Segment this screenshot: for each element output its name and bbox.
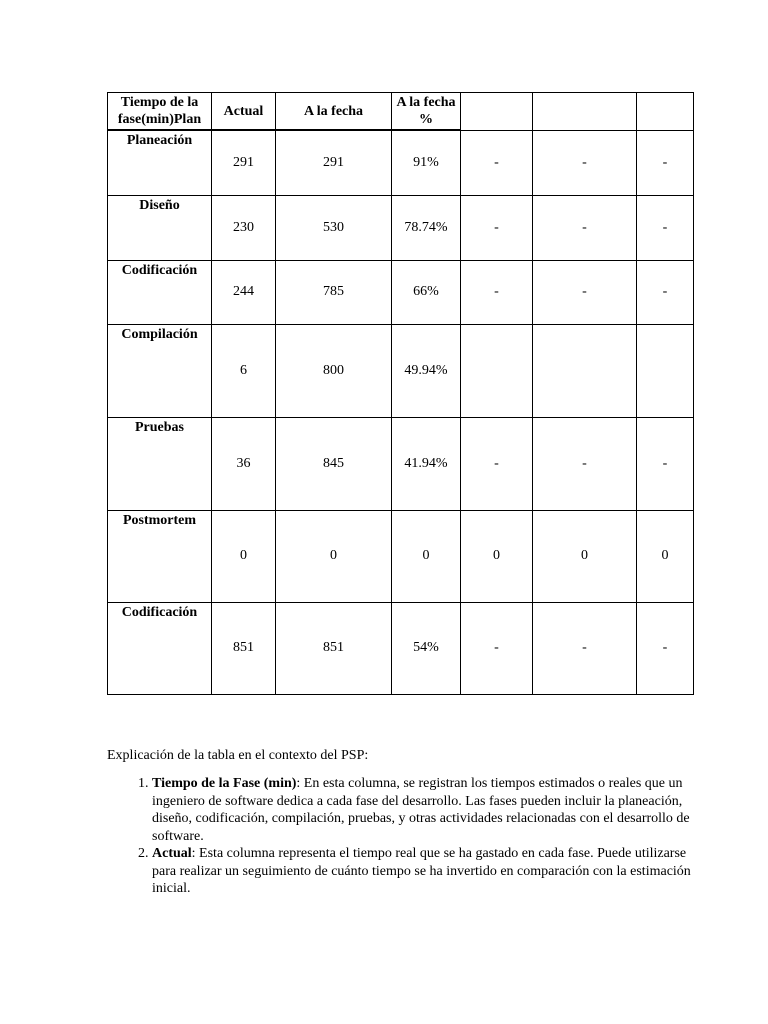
header-actual: Actual [212, 93, 276, 131]
to-date-cell: 530 [276, 195, 392, 260]
table-row [108, 417, 694, 510]
table-row [108, 260, 694, 324]
extra-cell: - [533, 417, 637, 510]
table-row [108, 195, 694, 260]
phase-cell: Codificación [108, 602, 212, 694]
actual-cell: 244 [212, 260, 276, 324]
list-item-term: Actual [152, 846, 192, 861]
phase-cell: Codificación [108, 260, 212, 324]
phase-cell: Pruebas [108, 417, 212, 510]
list-item [152, 775, 712, 845]
table-row [108, 130, 694, 195]
phase-cell: Diseño [108, 195, 212, 260]
to-date-percent-cell: 41.94% [392, 417, 461, 510]
extra-cell: 0 [533, 510, 637, 602]
extra-cell: 0 [461, 510, 533, 602]
extra-cell: - [637, 417, 694, 510]
header-empty-5 [461, 93, 533, 131]
extra-cell: - [637, 260, 694, 324]
list-item [152, 845, 712, 898]
table-row [108, 324, 694, 417]
to-date-percent-cell: 54% [392, 602, 461, 694]
extra-cell [637, 324, 694, 417]
header-to-date-percent: A la fecha % [392, 93, 461, 131]
header-empty-7 [637, 93, 694, 131]
extra-cell: - [461, 130, 533, 195]
header-empty-6 [533, 93, 637, 131]
to-date-percent-cell: 49.94% [392, 324, 461, 417]
extra-cell: - [637, 130, 694, 195]
list-item-term: Tiempo de la Fase (min) [152, 776, 297, 791]
phase-cell: Postmortem [108, 510, 212, 602]
extra-cell: - [533, 195, 637, 260]
table-header-row [108, 93, 694, 131]
extra-cell: - [533, 602, 637, 694]
actual-cell: 36 [212, 417, 276, 510]
extra-cell: - [637, 602, 694, 694]
table-row [108, 602, 694, 694]
to-date-cell: 0 [276, 510, 392, 602]
psp-time-table [107, 92, 694, 695]
actual-cell: 6 [212, 324, 276, 417]
list-item-text: : En esta columna, se registran los tiempos estimados o reales que un ingeniero de software dedica a cada fase del desarrollo. Las fases pueden incluir la planeación, diseño, codificación, compilación, pruebas, y otras actividades relacionadas con el desarrollo de software. [152, 776, 690, 844]
extra-cell: - [461, 260, 533, 324]
header-phase-time: Tiempo de la fase(min)Plan [108, 93, 212, 131]
phase-cell: Planeación [108, 130, 212, 195]
extra-cell: 0 [637, 510, 694, 602]
to-date-cell: 785 [276, 260, 392, 324]
actual-cell: 291 [212, 130, 276, 195]
actual-cell: 0 [212, 510, 276, 602]
explanation-list [107, 775, 712, 898]
to-date-cell: 291 [276, 130, 392, 195]
actual-cell: 851 [212, 602, 276, 694]
to-date-percent-cell: 78.74% [392, 195, 461, 260]
header-to-date: A la fecha [276, 93, 392, 131]
extra-cell: - [533, 260, 637, 324]
extra-cell [533, 324, 637, 417]
extra-cell: - [461, 195, 533, 260]
actual-cell: 230 [212, 195, 276, 260]
to-date-cell: 845 [276, 417, 392, 510]
to-date-percent-cell: 66% [392, 260, 461, 324]
extra-cell [461, 324, 533, 417]
extra-cell: - [637, 195, 694, 260]
explanation-title: Explicación de la tabla en el contexto del PSP: [107, 748, 369, 763]
table-row [108, 510, 694, 602]
list-item-text: : Esta columna representa el tiempo real que se ha gastado en cada fase. Puede utilizarse para realizar un seguimiento de cuánto tiempo se ha invertido en comparación con la estimación inicial. [152, 846, 691, 896]
to-date-cell: 851 [276, 602, 392, 694]
to-date-cell: 800 [276, 324, 392, 417]
extra-cell: - [461, 602, 533, 694]
phase-cell: Compilación [108, 324, 212, 417]
extra-cell: - [533, 130, 637, 195]
to-date-percent-cell: 0 [392, 510, 461, 602]
to-date-percent-cell: 91% [392, 130, 461, 195]
extra-cell: - [461, 417, 533, 510]
